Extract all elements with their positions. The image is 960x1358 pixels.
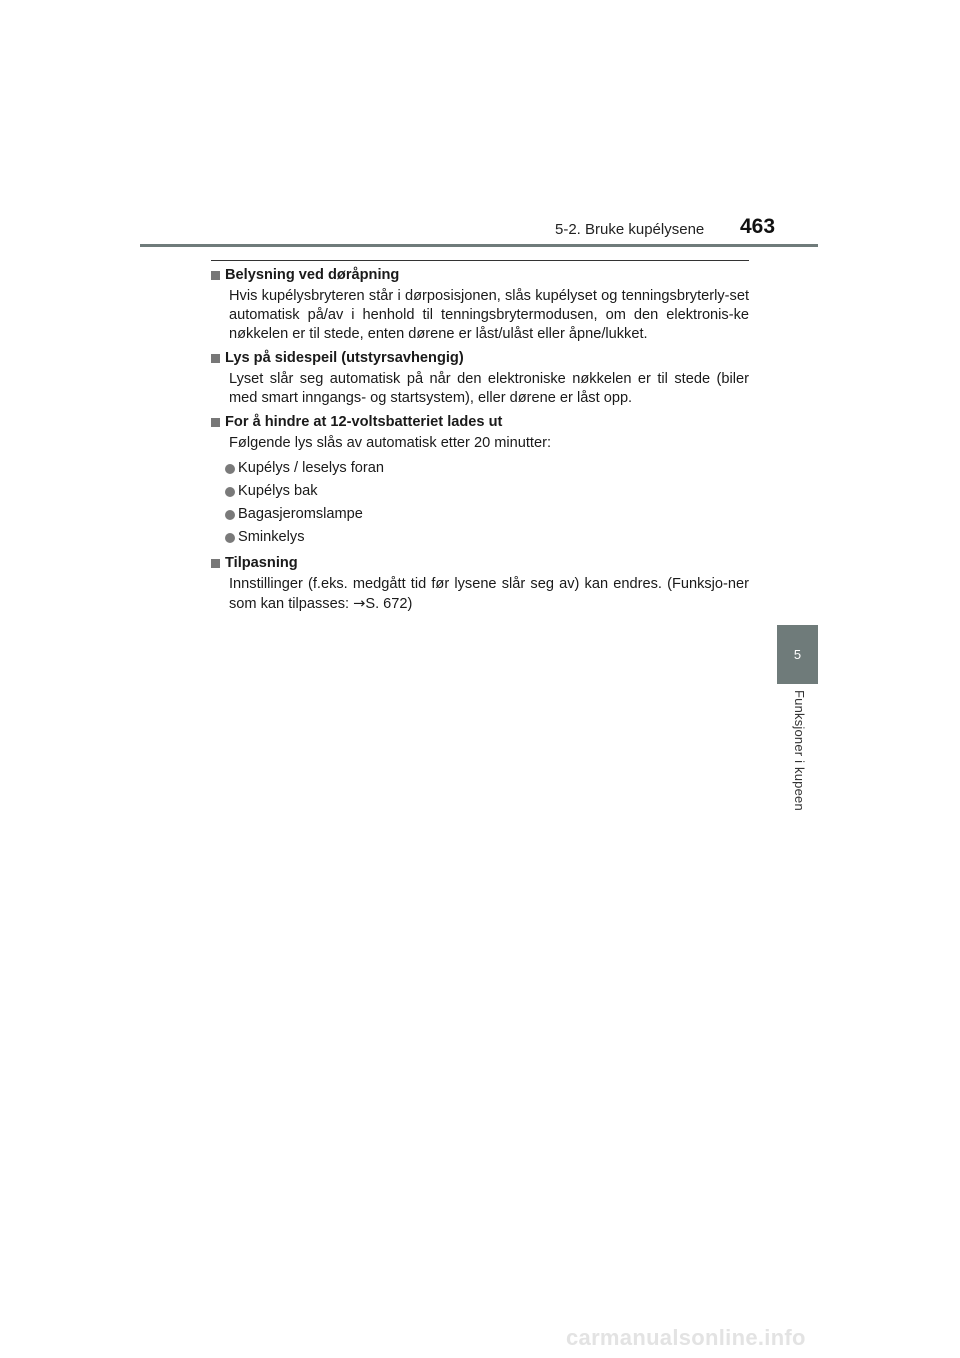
square-bullet-icon — [211, 271, 220, 280]
section-door-lighting — [211, 266, 749, 344]
light-list — [225, 457, 749, 549]
chapter-title: Funksjoner i kupeen — [792, 690, 807, 811]
section-heading — [211, 554, 749, 573]
square-bullet-icon — [211, 559, 220, 568]
list-item: Bagasjeromslampe — [225, 503, 749, 526]
circle-bullet-icon — [225, 464, 235, 474]
section-heading-text: Belysning ved døråpning — [225, 267, 400, 283]
list-item: Kupélys / leselys foran — [225, 457, 749, 480]
watermark: carmanualsonline.info — [566, 1325, 806, 1350]
section-heading-text: Lys på sidespeil (utstyrsavhengig) — [225, 350, 464, 366]
page-content — [211, 266, 749, 619]
section-customization — [211, 554, 749, 614]
chapter-tab — [777, 625, 818, 684]
section-body: Følgende lys slås av automatisk etter 20 minutter: — [229, 435, 552, 451]
list-item: Sminkelys — [225, 526, 749, 549]
square-bullet-icon — [211, 418, 220, 427]
page-reference-link[interactable]: S. 672) — [365, 596, 413, 612]
content-top-rule — [211, 260, 749, 261]
section-body: Hvis kupélysbryteren står i dørposisjonen, slås kupélyset og tenningsbryterly-set automatisk på/av i henhold til tenningsbrytermodusen, om den elektronis-ke nøkkelen er til stede, enten dørene er låst/ulåst eller åpne/lukket. — [229, 288, 749, 342]
list-item: Kupélys bak — [225, 480, 749, 503]
circle-bullet-icon — [225, 510, 235, 520]
section-heading — [211, 413, 749, 432]
section-mirror-lights — [211, 349, 749, 408]
page-number: 463 — [740, 215, 776, 238]
circle-bullet-icon — [225, 487, 235, 497]
chapter-number: 5 — [793, 647, 802, 662]
circle-bullet-icon — [225, 533, 235, 543]
section-body: Lyset slår seg automatisk på når den elektroniske nøkkelen er til stede (biler med smart inngangs- og startsystem), eller dørene er låst opp. — [229, 371, 749, 406]
arrow-right-icon: → — [353, 595, 366, 612]
section-body: Innstillinger (f.eks. medgått tid før lysene slår seg av) kan endres. (Funksjo-ner som kan tilpasses: →S. 672) — [229, 576, 749, 612]
section-heading-text: Tilpasning — [225, 555, 298, 571]
header-rule — [140, 244, 818, 247]
section-heading-text: For å hindre at 12-voltsbatteriet lades ut — [225, 414, 503, 430]
section-battery-saver — [211, 413, 749, 549]
section-heading — [211, 266, 749, 285]
square-bullet-icon — [211, 354, 220, 363]
section-heading — [211, 349, 749, 368]
header-section-title: 5-2. Bruke kupélysene — [555, 221, 705, 238]
